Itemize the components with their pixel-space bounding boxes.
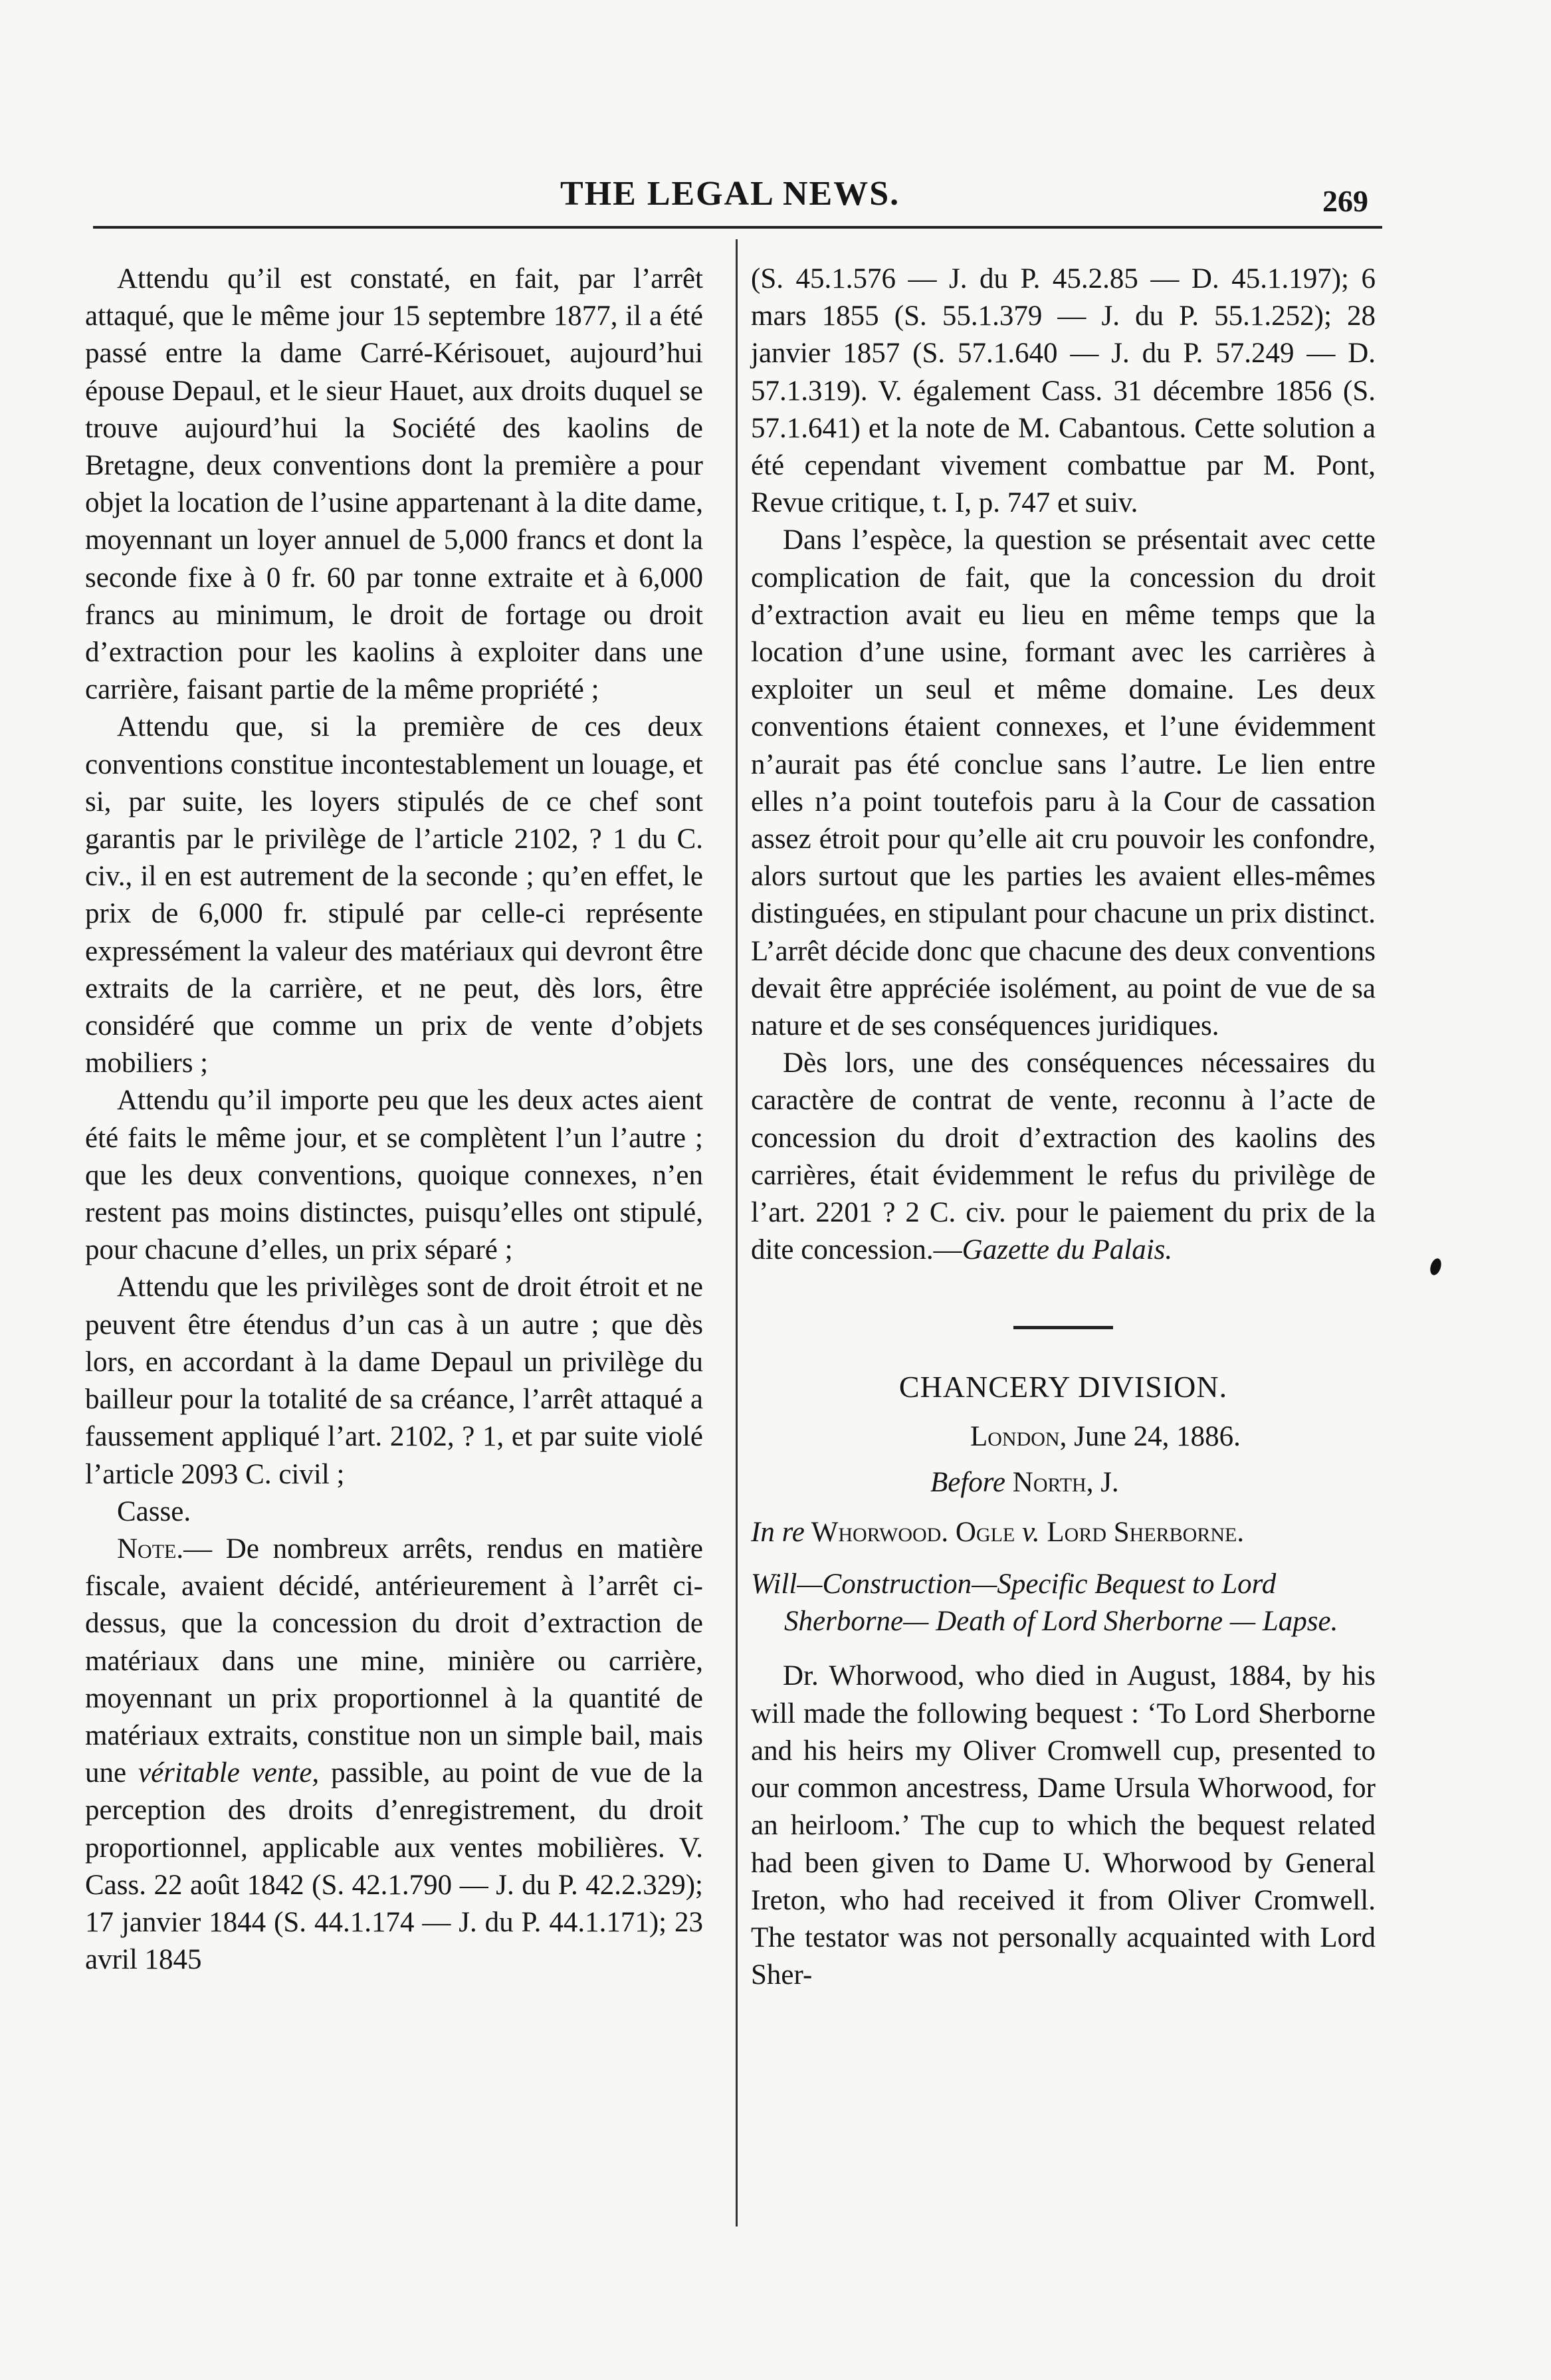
paragraph: Attendu qu’il importe peu que les deux actes aient été faits le même jour, et se complètent l’un l’autre ; que les deux conventions, quoique connexes, n’en restent pas moins distinctes, puisqu’elles ont stipulé, pour chacune d’elles, un prix séparé ; xyxy=(85,1085,703,1266)
case-v: v. xyxy=(1021,1517,1040,1549)
headnote: Will—Construction—Specific Bequest to Lord Sherborne— Death of Lord Sherborne — Lapse. xyxy=(751,1569,1338,1638)
note-italic: véritable vente, xyxy=(138,1757,320,1789)
left-column xyxy=(85,261,703,1979)
paragraph: Attendu que les privilèges sont de droit étroit et ne peuvent être étendus d’un cas à un autre ; que dès lors, en accordant à la dame Depaul un privilège du bailleur pour la totalité de sa créance, l’arrêt attaqué a faussement appliqué l’art. 2102, ? 1, et par suite violé l’article 2093 C. civil ; xyxy=(85,1271,703,1490)
paragraph: Dans l’espèce, la question se présentait avec cette complication de fait, que la concession du droit d’extraction avait eu lieu en même temps que la location d’une usine, formant avec les carrières à exploiter un seul et même domaine. Les deux conventions étaient connexes, et l’une évidemment n’aurait pas été conclue sans l’autre. Le lien entre elles n’a point toutefois paru à la Cour de cassation assez étroit pour qu’elle ait cru pouvoir les confondre, alors surtout que les parties les avaient elles-mêmes distinguées, en stipulant pour chacune un prix distinct. L’arrêt décide donc que chacune des deux conventions devait être appréciée isolément, au point de vue de sa nature et de ses conséquences juridiques. xyxy=(751,524,1376,1042)
paragraph xyxy=(751,1045,1376,1269)
running-head xyxy=(0,174,1551,218)
judge-line xyxy=(751,1466,1376,1499)
case-title xyxy=(751,1516,1376,1549)
margin-ink-mark xyxy=(1428,1257,1443,1276)
dateline-place: London, xyxy=(970,1421,1067,1453)
source-citation: Gazette du Palais. xyxy=(962,1234,1173,1266)
case-name: Whorwood. Ogle xyxy=(804,1517,1022,1549)
note-paragraph xyxy=(85,1531,703,1979)
paragraph: Attendu que, si la première de ces deux conventions constitue incontestablement un louage, et si, par suite, les loyers stipulés de ce chef sont garantis par le privilège de l’article 2102, ? 1 du C. civ., il en est autrement de la seconde ; qu’en effet, le prix de 6,000 fr. stipulé par celle-ci représente expressément la valeur des matériaux qui devront être extraits de la carrière, et ne peut, dès lors, être considéré que comme un prix de vente d’objets mobiliers ; xyxy=(85,711,703,1079)
running-title: THE LEGAL NEWS. xyxy=(560,175,900,213)
case-body: Dr. Whorwood, who died in August, 1884, by his will made the following bequest : ‘To Lord Sherborne and his heirs my Oliver Cromwell cup, presented to our common ancestress, Dame Ursula Whorwood, for an heirloom.’ The cup to which the bequest related had been given to Dame U. Whorwood by General Ireton, who had received it from Oliver Cromwell. The testator was not personally acquainted with Lord Sher- xyxy=(751,1660,1376,1991)
section-title: CHANCERY DIVISION. xyxy=(898,1370,1228,1404)
paragraph: Attendu qu’il est constaté, en fait, par l’arrêt attaqué, que le même jour 15 septembre 1877, il a été passé entre la dame Carré-Kérisouet, aujourd’hui épouse Depaul, et le sieur Hauet, aux droits duquel se trouve aujourd’hui la Société des kaolins de Bretagne, deux conventions dont la première a pour objet la location de l’usine appartenant à la dite dame, moyennant un loyer annuel de 5,000 francs et dont la seconde fixe à 0 fr. 60 par tonne extraite et à 6,000 francs au minimum, le droit de fortage ou droit d’extraction pour les kaolins à exploiter dans une carrière, faisant partie de la même propriété ; xyxy=(85,263,703,706)
judge-prefix: Before xyxy=(930,1467,1006,1499)
dateline-date: June 24, 1886. xyxy=(1067,1421,1241,1453)
case-party: Lord Sherborne. xyxy=(1039,1517,1245,1549)
column-divider xyxy=(736,239,738,2226)
note-label: Note. xyxy=(117,1533,184,1565)
page-number: 269 xyxy=(1322,184,1368,218)
paragraph-text: Dès lors, une des conséquences nécessaires du caractère de contrat de vente, reconnu à l’acte de concession du droit d’extraction des kaolins des carrières, était évidemment le refus du privilège de l’art. 2201 ? 2 C. civ. pour le paiement du prix de la dite concession.— xyxy=(751,1047,1376,1266)
note-continuation: (S. 45.1.576 — J. du P. 45.2.85 — D. 45.1.197); 6 mars 1855 (S. 55.1.379 — J. du P. 55.1.252); 28 janvier 1857 (S. 57.1.640 — J. du P. 57.249 — D. 57.1.319). V. également Cass. 31 décembre 1856 (S. 57.1.641) et la note de M. Cabantous. Cette solution a été cependant vivement combattue par M. Pont, Revue critique, t. I, p. 747 et suiv. xyxy=(751,263,1376,519)
section-separator xyxy=(1013,1326,1113,1329)
right-column xyxy=(751,261,1376,1994)
paragraph: Casse. xyxy=(117,1495,191,1527)
header-rule xyxy=(93,226,1382,229)
dateline xyxy=(751,1420,1376,1453)
case-in-re: In re xyxy=(751,1517,805,1549)
judge-name: North, J. xyxy=(1005,1467,1119,1499)
note-text: — De nombreux arrêts, rendus en matière fiscale, avaient décidé, antérieurement à l’arrêt ci-dessus, que la concession du droit d’extraction de matériaux dans une mine, minière ou carrière, moyennant un prix proportionnel à la quantité de matériaux extraits, constitue non un simple bail, mais une xyxy=(85,1533,703,1789)
note-text-continued: passible, au point de vue de la perception des droits d’enregistrement, du droit proportionnel, applicable aux ventes mobilières. V. Cass. 22 août 1842 (S. 42.1.790 — J. du P. 42.2.329); 17 janvier 1844 (S. 44.1.174 — J. du P. 44.1.171); 23 avril 1845 xyxy=(85,1757,703,1976)
